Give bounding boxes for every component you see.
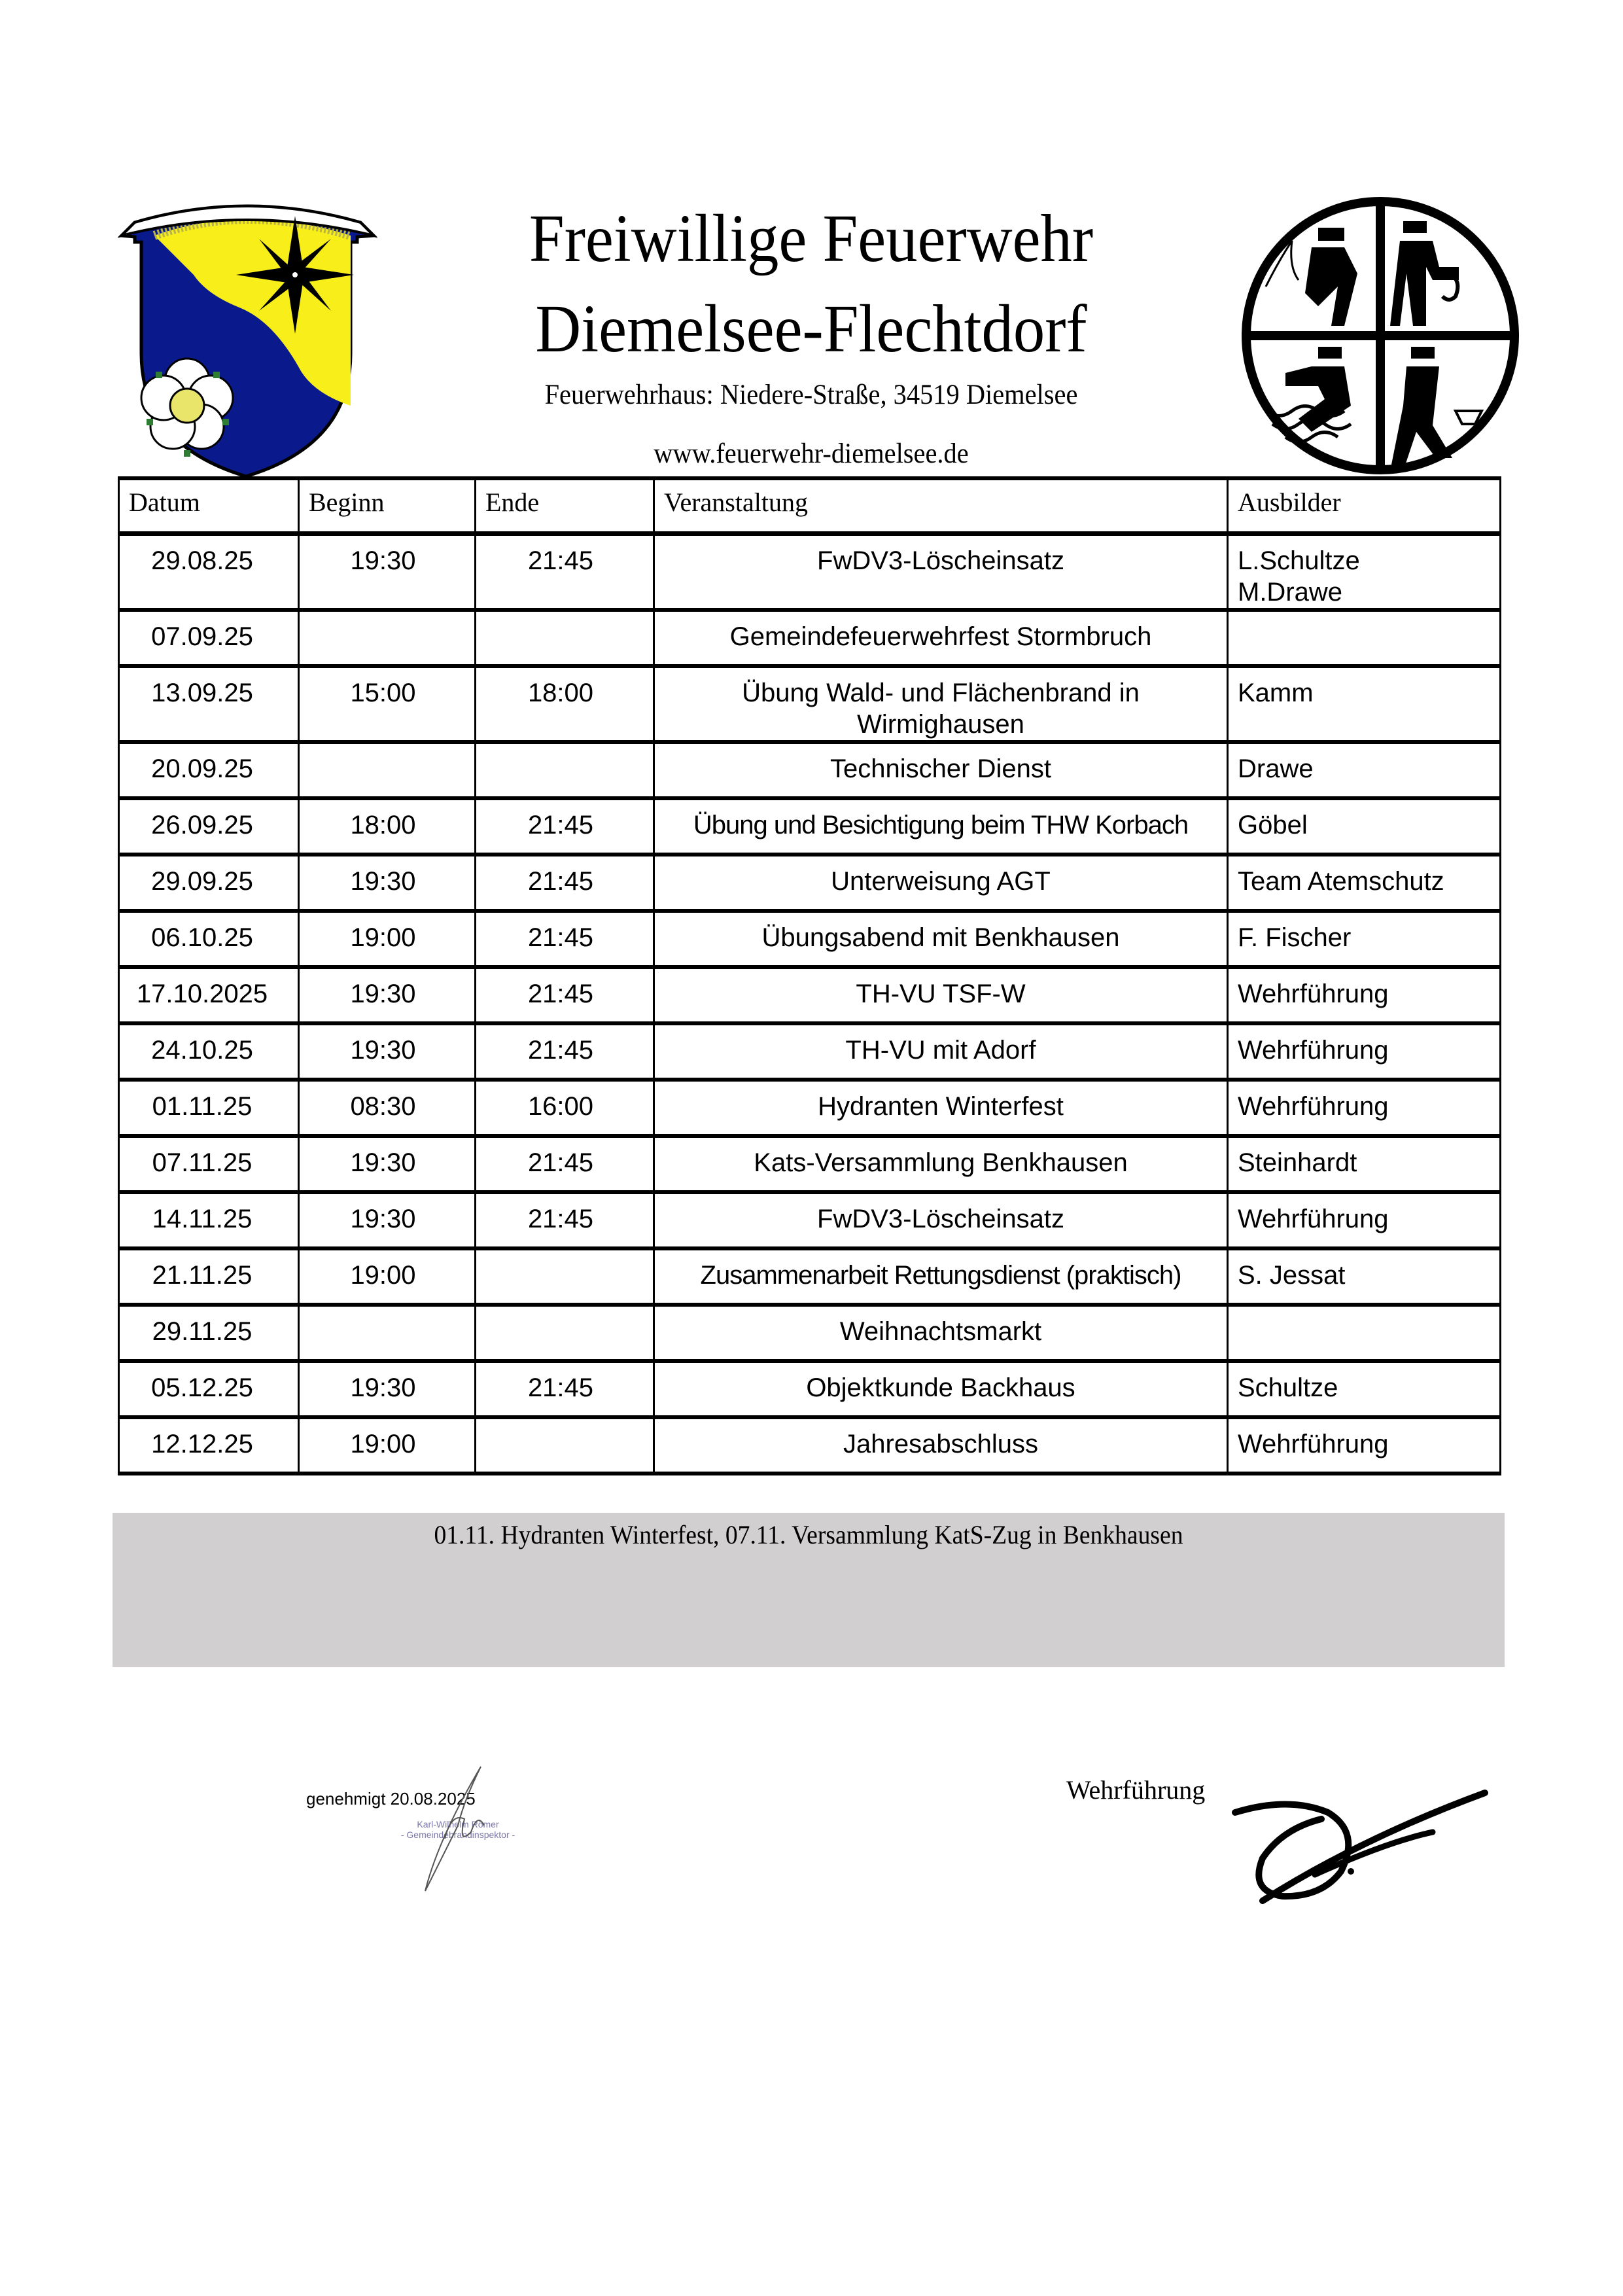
cell-date: 29.11.25 xyxy=(119,1305,299,1361)
cell-event: Gemeindefeuerwehrfest Stormbruch xyxy=(654,610,1228,666)
column-header-begin: Beginn xyxy=(299,478,476,533)
website-link[interactable]: www.feuerwehr-diemelsee.de xyxy=(654,438,969,469)
cell-event: Technischer Dienst xyxy=(654,742,1228,798)
cell-begin: 08:30 xyxy=(299,1080,476,1136)
cell-event: Übung und Besichtigung beim THW Korbach xyxy=(654,798,1228,855)
cell-date: 14.11.25 xyxy=(119,1192,299,1248)
cell-date: 29.09.25 xyxy=(119,855,299,911)
instructor-name: M.Drawe xyxy=(1238,577,1343,607)
table-row xyxy=(119,911,1501,967)
cell-end xyxy=(476,1305,654,1361)
table-row xyxy=(119,533,1501,610)
cell-end: 21:45 xyxy=(476,533,654,610)
cell-event: TH-VU mit Adorf xyxy=(654,1023,1228,1080)
cell-begin: 19:00 xyxy=(299,1417,476,1474)
column-header-end: Ende xyxy=(476,478,654,533)
instructor-name: L.Schultze xyxy=(1238,546,1360,575)
cell-begin: 19:30 xyxy=(299,533,476,610)
cell-event: Übung Wald- und Flächenbrand in Wirmighausen xyxy=(654,666,1228,742)
cell-begin xyxy=(299,742,476,798)
cell-begin: 19:30 xyxy=(299,1361,476,1417)
cell-begin: 19:00 xyxy=(299,1248,476,1305)
cell-date: 29.08.25 xyxy=(119,533,299,610)
cell-instructor: Wehrführung xyxy=(1228,1417,1501,1474)
table-row xyxy=(119,798,1501,855)
cell-date: 26.09.25 xyxy=(119,798,299,855)
cell-date: 20.09.25 xyxy=(119,742,299,798)
stamp-title: - Gemeindebrandinspektor - xyxy=(400,1829,515,1840)
cell-event: Unterweisung AGT xyxy=(654,855,1228,911)
table-header-row xyxy=(119,478,1501,533)
cell-instructor: Drawe xyxy=(1228,742,1501,798)
stamp-name: Karl-Wilhelm Römer xyxy=(417,1819,499,1829)
cell-instructor: Kamm xyxy=(1228,666,1501,742)
cell-end: 21:45 xyxy=(476,967,654,1023)
cell-event: Weihnachtsmarkt xyxy=(654,1305,1228,1361)
table-row xyxy=(119,742,1501,798)
cell-end: 21:45 xyxy=(476,855,654,911)
cell-end xyxy=(476,1248,654,1305)
cell-date: 06.10.25 xyxy=(119,911,299,967)
cell-end: 21:45 xyxy=(476,911,654,967)
coat-of-arms-icon xyxy=(115,196,380,478)
cell-begin: 15:00 xyxy=(299,666,476,742)
table-row xyxy=(119,666,1501,742)
cell-end: 16:00 xyxy=(476,1080,654,1136)
cell-instructor: Schultze xyxy=(1228,1361,1501,1417)
cell-begin: 18:00 xyxy=(299,798,476,855)
schedule-table xyxy=(118,476,1501,1475)
column-header-instructor: Ausbilder xyxy=(1228,478,1501,533)
cell-event: Kats-Versammlung Benkhausen xyxy=(654,1136,1228,1192)
cell-begin: 19:30 xyxy=(299,855,476,911)
cell-instructor: Wehrführung xyxy=(1228,1023,1501,1080)
leader-label: Wehrführung xyxy=(1066,1775,1206,1805)
table-row xyxy=(119,1361,1501,1417)
cell-end xyxy=(476,742,654,798)
cell-date: 05.12.25 xyxy=(119,1361,299,1417)
cell-instructor: Steinhardt xyxy=(1228,1136,1501,1192)
fire-brigade-emblem-icon xyxy=(1240,195,1521,476)
cell-instructor: S. Jessat xyxy=(1228,1248,1501,1305)
address-text: Feuerwehrhaus: Niedere-Straße, 34519 Diemelsee xyxy=(544,380,1078,410)
cell-instructor: F. Fischer xyxy=(1228,911,1501,967)
remarks-text: 01.11. Hydranten Winterfest, 07.11. Versammlung KatS-Zug in Benkhausen xyxy=(434,1520,1183,1549)
cell-end xyxy=(476,610,654,666)
cell-event: Zusammenarbeit Rettungsdienst (praktisch) xyxy=(654,1248,1228,1305)
cell-begin: 19:30 xyxy=(299,1192,476,1248)
table-row xyxy=(119,855,1501,911)
approval-date-text: genehmigt 20.08.2025 xyxy=(306,1789,476,1809)
cell-instructor xyxy=(1228,533,1501,610)
cell-date: 07.11.25 xyxy=(119,1136,299,1192)
table-row xyxy=(119,1192,1501,1248)
table-row xyxy=(119,1023,1501,1080)
cell-begin xyxy=(299,610,476,666)
cell-end xyxy=(476,1417,654,1474)
table-row xyxy=(119,1305,1501,1361)
cell-end: 21:45 xyxy=(476,1136,654,1192)
table-row xyxy=(119,1417,1501,1474)
remarks-box xyxy=(113,1513,1505,1667)
cell-instructor: Göbel xyxy=(1228,798,1501,855)
table-row xyxy=(119,967,1501,1023)
cell-date: 17.10.2025 xyxy=(119,967,299,1023)
cell-begin: 19:30 xyxy=(299,1023,476,1080)
cell-event: TH-VU TSF-W xyxy=(654,967,1228,1023)
cell-date: 12.12.25 xyxy=(119,1417,299,1474)
cell-begin: 19:30 xyxy=(299,967,476,1023)
cell-event: Jahresabschluss xyxy=(654,1417,1228,1474)
page-title-line-2: Diemelsee-Flechtdorf xyxy=(535,291,1087,366)
cell-end: 21:45 xyxy=(476,798,654,855)
cell-end: 21:45 xyxy=(476,1192,654,1248)
column-header-event: Veranstaltung xyxy=(654,478,1228,533)
cell-begin xyxy=(299,1305,476,1361)
cell-instructor xyxy=(1228,610,1501,666)
cell-instructor: Wehrführung xyxy=(1228,1192,1501,1248)
cell-end: 18:00 xyxy=(476,666,654,742)
page-title-line-1: Freiwillige Feuerwehr xyxy=(529,201,1094,276)
cell-instructor: Wehrführung xyxy=(1228,967,1501,1023)
approval-signature-icon xyxy=(399,1760,504,1904)
cell-instructor xyxy=(1228,1305,1501,1361)
table-row xyxy=(119,1248,1501,1305)
table-row xyxy=(119,1080,1501,1136)
cell-instructor: Team Atemschutz xyxy=(1228,855,1501,911)
cell-end: 21:45 xyxy=(476,1361,654,1417)
table-row xyxy=(119,1136,1501,1192)
table-row xyxy=(119,610,1501,666)
cell-begin: 19:00 xyxy=(299,911,476,967)
cell-event: Hydranten Winterfest xyxy=(654,1080,1228,1136)
cell-event: Objektkunde Backhaus xyxy=(654,1361,1228,1417)
cell-event: Übungsabend mit Benkhausen xyxy=(654,911,1228,967)
cell-date: 13.09.25 xyxy=(119,666,299,742)
cell-begin: 19:30 xyxy=(299,1136,476,1192)
cell-date: 01.11.25 xyxy=(119,1080,299,1136)
cell-event: FwDV3-Löscheinsatz xyxy=(654,533,1228,610)
column-header-date: Datum xyxy=(119,478,299,533)
leader-signature-icon xyxy=(1230,1780,1505,1911)
cell-end: 21:45 xyxy=(476,1023,654,1080)
cell-event: FwDV3-Löscheinsatz xyxy=(654,1192,1228,1248)
cell-date: 07.09.25 xyxy=(119,610,299,666)
cell-date: 24.10.25 xyxy=(119,1023,299,1080)
cell-date: 21.11.25 xyxy=(119,1248,299,1305)
cell-instructor: Wehrführung xyxy=(1228,1080,1501,1136)
